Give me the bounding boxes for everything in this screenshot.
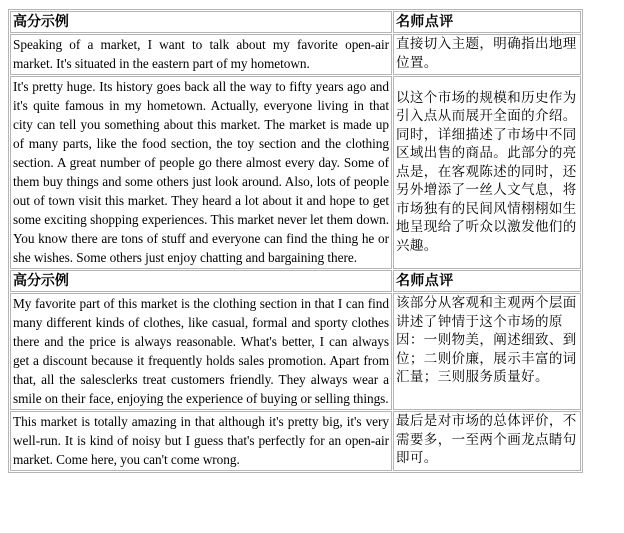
sample-text-cell: It's pretty huge. Its history goes back all the way to fifty years ago and it's quite famous in my hometown. Actually, everyone living in that city can tell you something about this market. The market is made up of many parts, like the food section, the toy section and the clothing section. A great number of people go there almost every day. Some of them buy things and some others just look around. Also, lots of people out of town visit this market. They heard a lot about it and hope to get some exciting shopping experiences. This market never let them down. You know there are tons of stuff and everyone can find the thing he or she wishes. Some others just enjoy chatting and bargaining there. (10, 76, 392, 269)
table-row (10, 293, 581, 410)
comment-text-cell: 最后是对市场的总体评价，不需要多，一至两个画龙点睛句即可。 (393, 411, 581, 471)
column-header-sample: 高分示例 (10, 11, 392, 33)
column-header-comment: 名师点评 (393, 11, 581, 33)
table-row (10, 411, 581, 471)
sample-text-cell: Speaking of a market, I want to talk about my favorite open-air market. It's situated in the eastern part of my hometown. (10, 34, 392, 75)
column-header-sample: 高分示例 (10, 270, 392, 292)
sample-comment-table (8, 9, 583, 473)
comment-text-cell: 该部分从客观和主观两个层面讲述了钟情于这个市场的原因：一则物美，阐述细致、到位；二则价廉，展示丰富的词汇量；三则服务质量好。 (393, 293, 581, 410)
table-row (10, 34, 581, 75)
comment-text-cell: 直接切入主题，明确指出地理位置。 (393, 34, 581, 75)
comment-text-cell: 以这个市场的规模和历史作为引入点从而展开全面的介绍。同时，详细描述了市场中不同区域出售的商品。此部分的亮点是，在客观陈述的同时，还另外增添了一丝人文气息，将市场独有的民间风情栩栩如生地呈现给了听众以激发他们的兴趣。 (393, 76, 581, 269)
sample-text-cell: This market is totally amazing in that although it's pretty big, it's very well-run. It is kind of noisy but I guess that's perfectly for an open-air market. Come here, you can't come wrong. (10, 411, 392, 471)
column-header-comment: 名师点评 (393, 270, 581, 292)
table-header-row (10, 11, 581, 33)
table-header-row (10, 270, 581, 292)
sample-text-cell: My favorite part of this market is the clothing section in that I can find many different kinds of clothes, like casual, formal and sporty clothes there and the price is always reasonable. What's better, I can always get a discount because it frequently holds sales promotion. Apart from that, all the salesclerks treat customers friendly. They always wear a smile on their face, enjoying the experience of buying or selling things. (10, 293, 392, 410)
table-row (10, 76, 581, 269)
